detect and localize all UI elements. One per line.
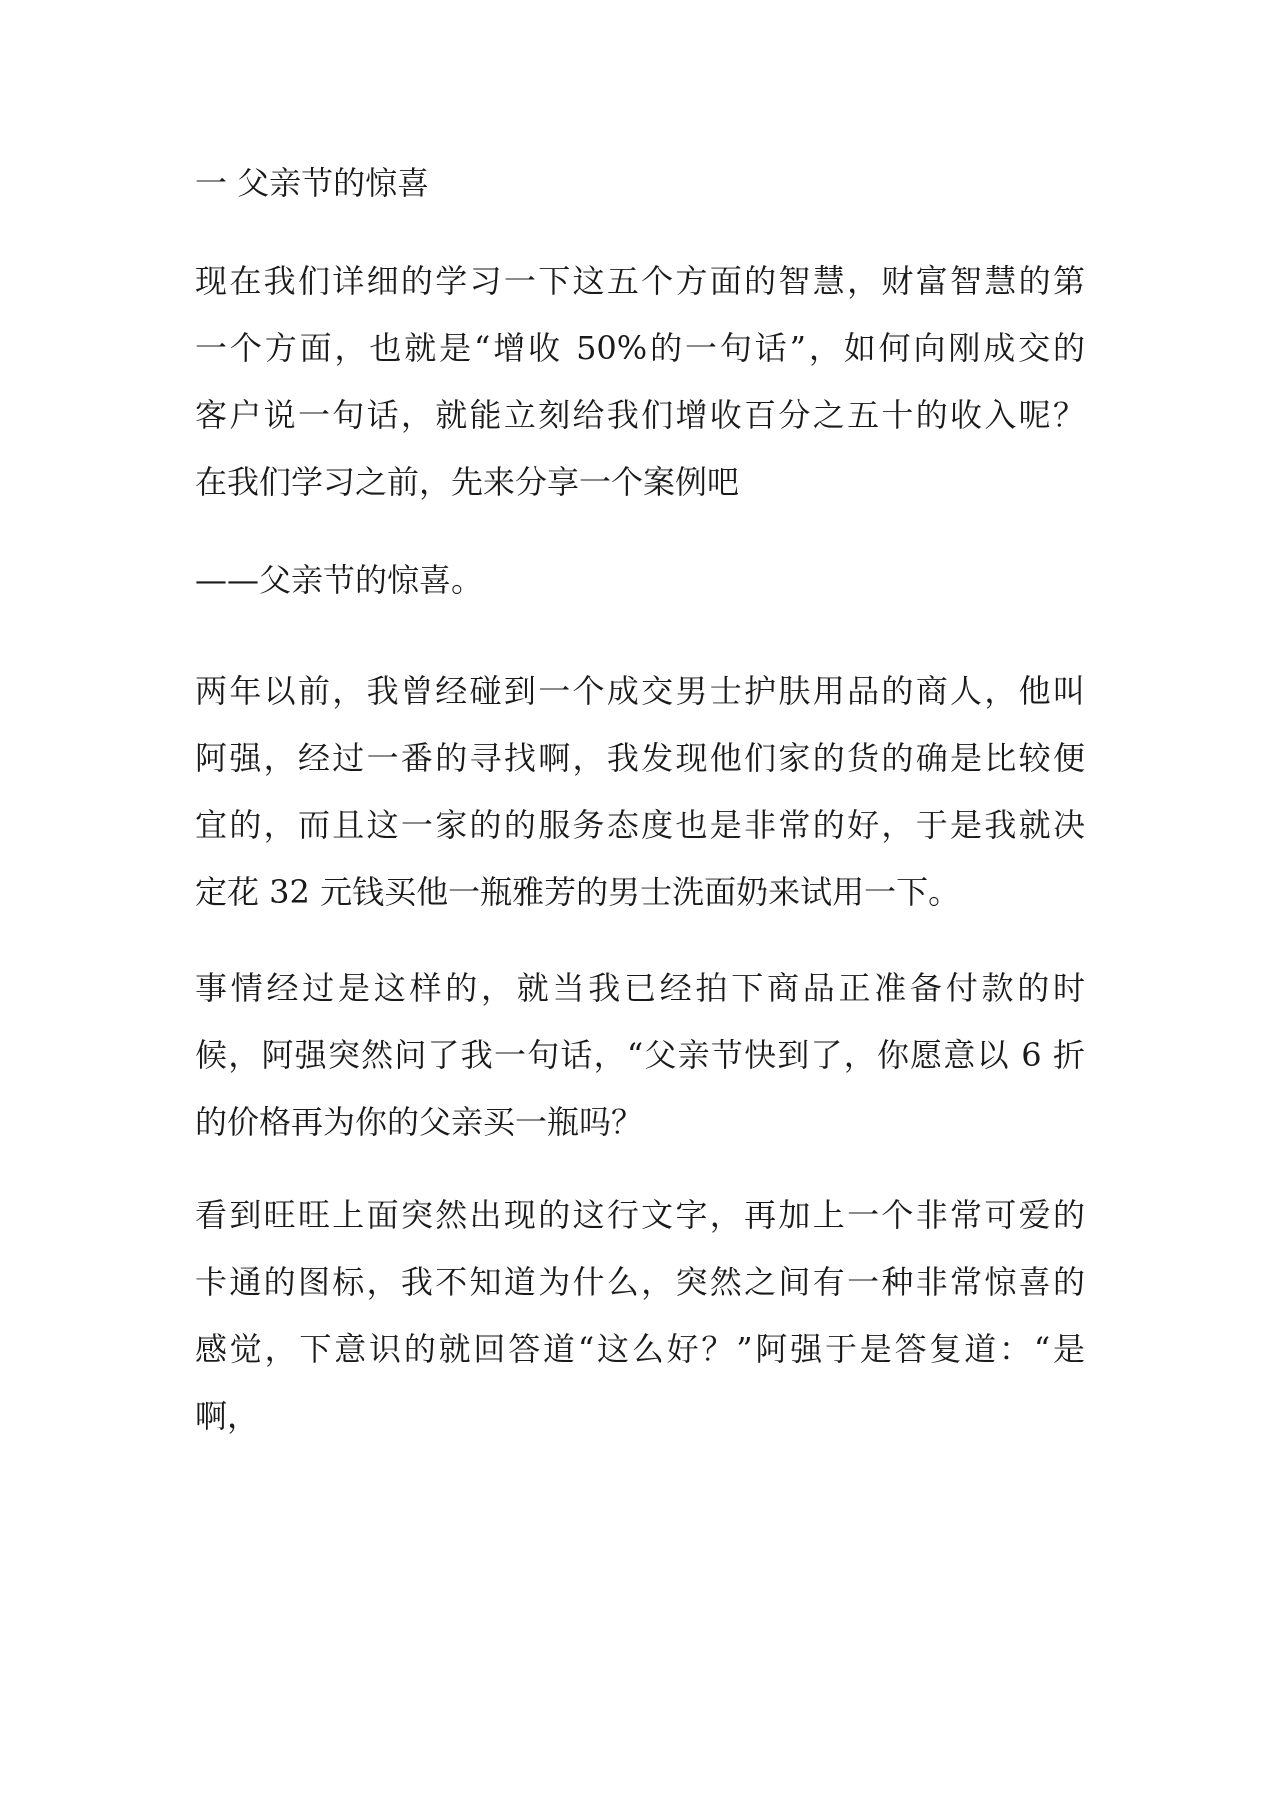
paragraph-line: 宜的，而且这一家的的服务态度也是非常的好，于是我就决 <box>195 806 1085 844</box>
paragraph-line: ——父亲节的惊喜。 <box>195 561 484 599</box>
paragraph-line: 啊， <box>195 1397 260 1435</box>
paragraph-line: 候，阿强突然问了我一句话，“父亲节快到了，你愿意以 6 折 <box>195 1036 1085 1074</box>
heading-text: 一 父亲节的惊喜 <box>195 164 430 202</box>
paragraph-line: 的价格再为你的父亲买一瓶吗？ <box>195 1103 644 1141</box>
paragraph-story-2 <box>195 955 1085 1156</box>
paragraph-line: 卡通的图标，我不知道为什么，突然之间有一种非常惊喜的 <box>195 1263 1085 1301</box>
paragraph-line: 两年以前，我曾经碰到一个成交男士护肤用品的商人，他叫 <box>195 672 1085 710</box>
section-heading <box>195 150 1085 217</box>
paragraph-line: 事情经过是这样的，就当我已经拍下商品正准备付款的时 <box>195 969 1085 1007</box>
paragraph-line: 感觉，下意识的就回答道“这么好？”阿强于是答复道：“是 <box>195 1330 1085 1368</box>
paragraph-line: 定花 32 元钱买他一瓶雅芳的男士洗面奶来试用一下。 <box>195 873 961 911</box>
paragraph-line: 客户说一句话，就能立刻给我们增收百分之五十的收入呢？ <box>195 396 1085 434</box>
paragraph-line: 现在我们详细的学习一下这五个方面的智慧，财富智慧的第 <box>195 262 1085 300</box>
paragraph-story-3 <box>195 1182 1085 1450</box>
paragraph-subtitle <box>195 547 1085 614</box>
paragraph-intro <box>195 248 1085 516</box>
paragraph-story-1 <box>195 658 1085 926</box>
paragraph-line: 看到旺旺上面突然出现的这行文字，再加上一个非常可爱的 <box>195 1196 1085 1234</box>
paragraph-line: 一个方面，也就是“增收 50%的一句话”，如何向刚成交的 <box>195 329 1085 367</box>
paragraph-line: 阿强，经过一番的寻找啊，我发现他们家的货的确是比较便 <box>195 739 1085 777</box>
paragraph-line: 在我们学习之前，先来分享一个案例吧 <box>195 463 740 501</box>
